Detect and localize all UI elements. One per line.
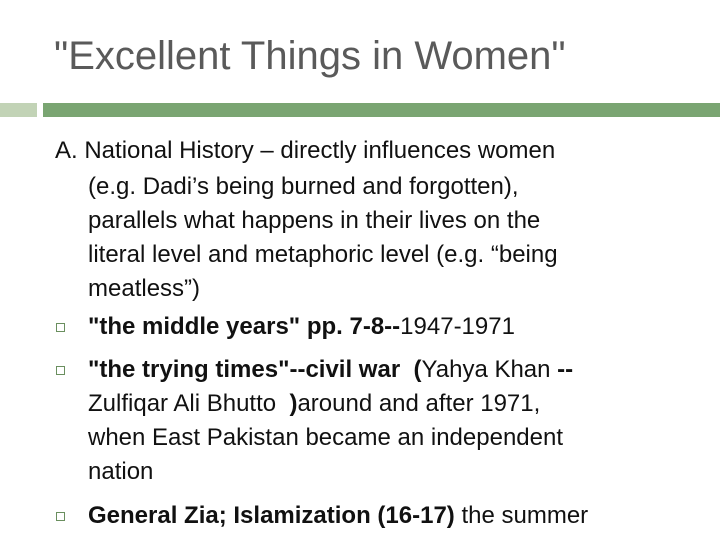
bullet-3-bold: General Zia; Islamization (16-17) [88, 502, 455, 529]
paragraph-a-line-2: (e.g. Dadi’s being burned and forgotten), [88, 173, 519, 200]
title-divider-bar [43, 103, 720, 117]
bullet-2-bold: "the trying times"--civil war [88, 356, 401, 383]
paragraph-a-line-4: literal level and metaphoric level (e.g. “being [88, 241, 558, 268]
slide-title: "Excellent Things in Women" [54, 34, 566, 78]
bullet-2-normal: Yahya Khan [421, 356, 558, 383]
bullet-2-line-1 [88, 358, 573, 382]
bullet-1-bold: "the middle years" pp. 7-8-- [88, 313, 401, 340]
square-bullet-icon [56, 323, 65, 332]
bullet-1-text [88, 315, 515, 339]
bullet-2-paren-open: ( [413, 356, 422, 383]
bullet-2-paren-close: ) [289, 390, 298, 417]
bullet-2-line-4: nation [88, 458, 154, 485]
bullet-3-text [88, 504, 588, 528]
bullet-2-line-2 [88, 392, 540, 416]
paragraph-a-line-3: parallels what happens in their lives on the [88, 207, 541, 234]
bullet-2-cont-normal: Zulfiqar Ali Bhutto [88, 390, 290, 417]
bullet-2-line-3: when East Pakistan became an independent [88, 424, 563, 451]
bullet-2-gap [400, 356, 413, 383]
title-divider-accent [0, 103, 37, 117]
square-bullet-icon [56, 512, 65, 521]
bullet-1-normal: 1947-1971 [400, 313, 515, 340]
square-bullet-icon [56, 366, 65, 375]
bullet-3-normal: the summer [454, 502, 589, 529]
bullet-2-cont-rest: around and after 1971, [297, 390, 541, 417]
paragraph-a-line-5: meatless”) [88, 275, 201, 302]
paragraph-a-line-1: A. National History – directly influences women [55, 137, 556, 164]
bullet-2-dash: -- [557, 356, 574, 383]
